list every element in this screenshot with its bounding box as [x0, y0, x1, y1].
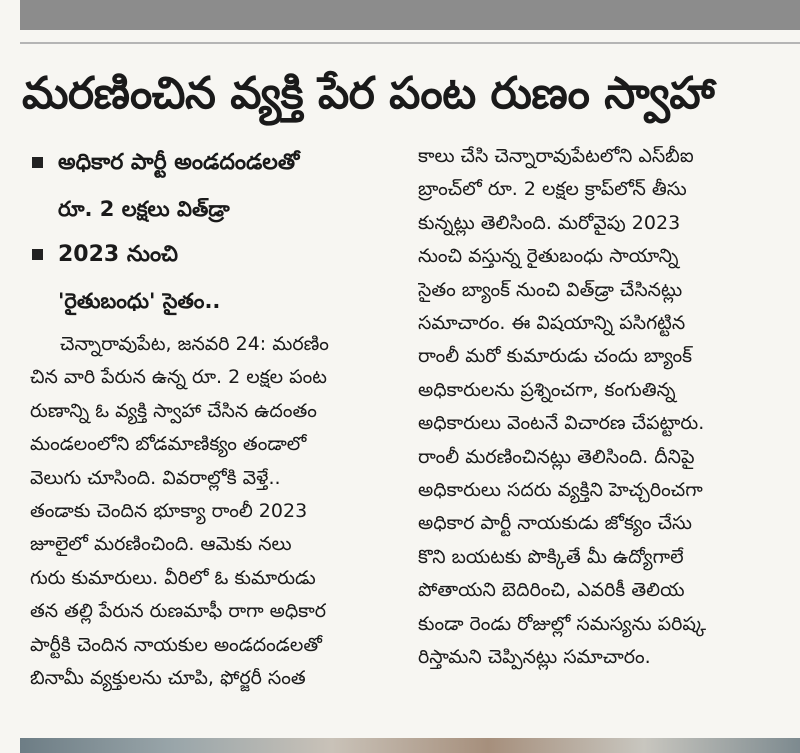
bullet-text-continued: రూ. 2 లక్షలు విత్‌డ్రా — [58, 197, 230, 221]
body-line: రిస్తామని చెప్పినట్లు సమాచారం. — [418, 646, 651, 669]
header-band — [20, 0, 800, 30]
bullet-text-continued: 'రైతుబంధు' సైతం.. — [58, 289, 221, 313]
bullet-point — [30, 232, 392, 278]
body-line: తండాకు చెందిన భూక్యా రాంలీ 2023 — [30, 500, 308, 523]
divider — [20, 42, 800, 44]
body-line: కొని బయటకు పొక్కితే మీ ఉద్యోగాలే — [418, 545, 684, 568]
body-line: పార్టీకి చెందిన నాయకుల అండదండలతో — [30, 633, 322, 656]
body-line: చెన్నారావుపేట, జనవరి 24: మరణిం — [60, 333, 329, 355]
body-line: కాలు చేసి చెన్నారావుపేటలోని ఎస్‌బీఐ — [418, 145, 694, 167]
headline: మరణించిన వ్యక్తి పేర పంట రుణం స్వాహా — [22, 68, 715, 119]
bullet-square-icon — [32, 157, 43, 168]
body-line: బ్రాంచ్‌లో రూ. 2 లక్షల క్రాప్‌లోన్ తీసు — [418, 178, 687, 201]
body-line: తన తల్లి పేరున రుణమాఫీ రాగా అధికార — [30, 600, 327, 623]
body-line: గురు కుమారులు. వీరిలో ఓ కుమారుడు — [30, 566, 316, 589]
bullet-text: 2023 నుంచి — [58, 242, 178, 267]
body-line: చిన వారి పేరున ఉన్న రూ. 2 లక్షల పంట — [30, 366, 327, 389]
body-line: పోతాయని బెదిరించి, ఎవరికీ తెలియ — [418, 579, 685, 602]
body-line: బినామీ వ్యక్తులను చూపి, ఫోర్జరీ సంత — [30, 667, 306, 690]
body-line: అధికారులు సదరు వ్యక్తిని హెచ్చరించగా — [418, 479, 703, 502]
bullet-point — [30, 140, 392, 186]
left-column — [30, 140, 392, 695]
body-line: అధికారులు వెంటనే విచారణ చేపట్టారు. — [418, 412, 705, 435]
body-line: సమాచారం. ఈ విషయాన్ని పసిగట్టిన — [418, 312, 686, 335]
body-line: అధికారులను ప్రశ్నించగా, కంగుతిన్న — [418, 378, 676, 401]
body-line: రాంలీ మరో కుమారుడు చందు బ్యాంక్ — [418, 345, 693, 368]
bullet-square-icon — [32, 249, 43, 260]
body-line: సైతం బ్యాంక్ నుంచి విత్‌డ్రా చేసినట్లు — [418, 278, 683, 301]
body-line: అధికార పార్టీ నాయకుడు జోక్యం చేసు — [418, 512, 692, 535]
body-line: కున్నట్లు తెలిసింది. మరోవైపు 2023 — [418, 211, 681, 234]
body-line: వెలుగు చూసింది. వివరాల్లోకి వెళ్తే.. — [30, 466, 281, 489]
body-line: రుణాన్ని ఓ వ్యక్తి స్వాహా చేసిన ఉదంతం — [30, 399, 317, 422]
photo-strip — [20, 738, 800, 753]
body-line: జూలైలో మరణించింది. ఆమెకు నలు — [30, 533, 292, 556]
article-body-right — [418, 140, 780, 675]
body-line: రాంలీ మరణించినట్లు తెలిసింది. దీనిపై — [418, 445, 695, 468]
body-line: కుండా రెండు రోజుల్లో సమస్యను పరిష్క — [418, 612, 707, 635]
body-line: మండలంలోని బోడమాణిక్యం తండాలో — [30, 433, 307, 456]
article-body-left — [30, 328, 392, 695]
bullet-text: అధికార పార్టీ అండదండలతో — [58, 150, 300, 175]
body-line: నుంచి వస్తున్న రైతుబంధు సాయాన్ని — [418, 245, 679, 268]
